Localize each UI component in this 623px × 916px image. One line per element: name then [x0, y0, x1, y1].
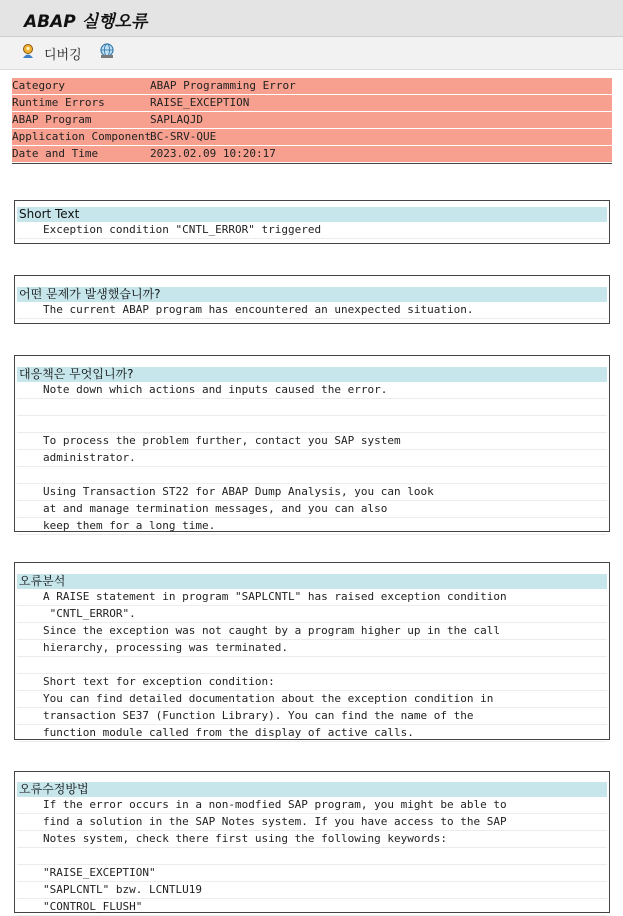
- section-title: Short Text: [17, 207, 607, 222]
- section-line: [17, 848, 607, 865]
- section-line: Using Transaction ST22 for ABAP Dump Analysis, you can look: [17, 484, 607, 501]
- header-row: [12, 146, 612, 163]
- header-value: BC-SRV-QUE: [150, 130, 217, 143]
- section-line: at and manage termination messages, and you can also: [17, 501, 607, 518]
- section-line: Short text for exception condition:: [17, 674, 607, 691]
- section-line: You can find detailed documentation about the exception condition in: [17, 691, 607, 708]
- section-short-text: [14, 200, 610, 244]
- header-row: [12, 78, 612, 95]
- section-what-happened: [14, 275, 610, 324]
- section-line: Notes system, check there first using the following keywords:: [17, 831, 607, 848]
- section-line: Exception condition "CNTL_ERROR" triggered: [17, 222, 607, 239]
- section-what-to-do: [14, 355, 610, 532]
- section-line: If the error occurs in a non-modfied SAP program, you might be able to: [17, 797, 607, 814]
- header-divider: [12, 163, 612, 164]
- debug-label: 디버깅: [44, 47, 82, 63]
- header-key: Application Component: [12, 130, 152, 143]
- section-line: [17, 416, 607, 433]
- header-row: [12, 112, 612, 129]
- section-line: hierarchy, processing was terminated.: [17, 640, 607, 657]
- section-line: [17, 467, 607, 484]
- header-row: [12, 95, 612, 112]
- title-bar: [0, 0, 623, 37]
- section-line: The current ABAP program has encountered an unexpected situation.: [17, 302, 607, 319]
- section-line: "RAISE_EXCEPTION": [17, 865, 607, 882]
- section-title: 어떤 문제가 발생했습니까?: [17, 287, 607, 302]
- toolbar: [0, 37, 623, 70]
- section-how-to-fix: [14, 771, 610, 913]
- header-key: Date and Time: [12, 147, 99, 160]
- globe-button[interactable]: [98, 42, 116, 64]
- globe-icon: [98, 42, 116, 64]
- header-key: Runtime Errors: [12, 96, 105, 109]
- error-header-table: [12, 78, 612, 163]
- header-value: 2023.02.09 10:20:17: [150, 147, 276, 160]
- window-title: ABAP 실행오류: [24, 12, 148, 32]
- debug-button[interactable]: [20, 42, 82, 64]
- section-line: [17, 399, 607, 416]
- section-line: [17, 657, 607, 674]
- section-line: find a solution in the SAP Notes system. If you have access to the SAP: [17, 814, 607, 831]
- section-line: keep them for a long time.: [17, 518, 607, 535]
- section-line: "SAPLCNTL" bzw. LCNTLU19: [17, 882, 607, 899]
- section-line: "CONTROL_FLUSH": [17, 899, 607, 916]
- header-key: ABAP Program: [12, 113, 92, 126]
- section-line: Note down which actions and inputs caused the error.: [17, 382, 607, 399]
- header-value: RAISE_EXCEPTION: [150, 96, 250, 109]
- section-line: Since the exception was not caught by a program higher up in the call: [17, 623, 607, 640]
- section-line: To process the problem further, contact you SAP system: [17, 433, 607, 450]
- section-line: A RAISE statement in program "SAPLCNTL" has raised exception condition: [17, 589, 607, 606]
- section-line: function module called from the display of active calls.: [17, 725, 607, 742]
- header-key: Category: [12, 79, 65, 92]
- section-error-analysis: [14, 562, 610, 740]
- header-value: ABAP Programming Error: [150, 79, 296, 92]
- section-line: administrator.: [17, 450, 607, 467]
- section-title: 대응책은 무엇입니까?: [17, 367, 607, 382]
- section-title: 오류수정방법: [17, 782, 607, 797]
- header-value: SAPLAQJD: [150, 113, 203, 126]
- debugger-icon: [20, 43, 36, 63]
- section-title: 오류분석: [17, 574, 607, 589]
- section-line: transaction SE37 (Function Library). You can find the name of the: [17, 708, 607, 725]
- header-row: [12, 129, 612, 146]
- section-line: "CNTL_ERROR".: [17, 606, 607, 623]
